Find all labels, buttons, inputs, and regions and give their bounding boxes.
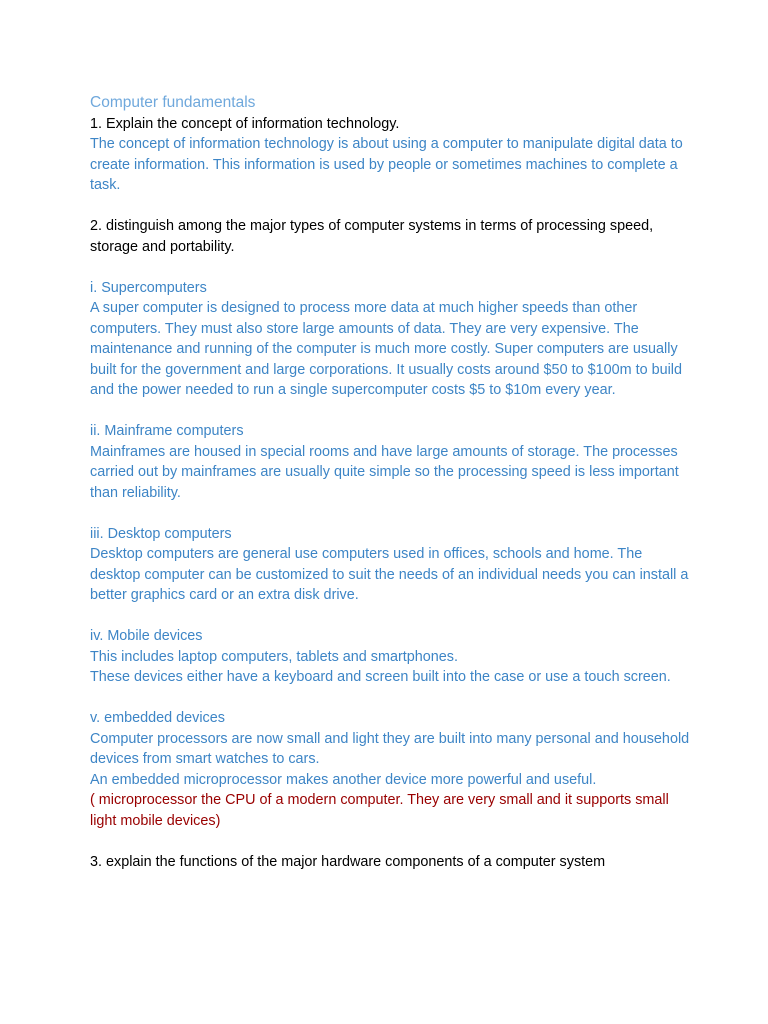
paragraph-gap — [90, 503, 690, 524]
question-2: 2. distinguish among the major types of computer systems in terms of processing speed, storage and portability. — [90, 218, 654, 255]
paragraph-gap — [90, 831, 690, 852]
document-body — [90, 93, 690, 872]
question-3: 3. explain the functions of the major hardware components of a computer system — [90, 853, 606, 870]
section-heading: v. embedded devices — [90, 710, 225, 726]
document-title: Computer fundamentals — [90, 94, 256, 111]
paragraph-gap — [90, 606, 690, 627]
section-paragraph: These devices either have a keyboard and screen built into the case or use a touch screen. — [90, 669, 671, 685]
section-supercomputers — [90, 278, 690, 401]
section-paragraph: A super computer is designed to process more data at much higher speeds than other computers. They must also store large amounts of data. They are very expensive. The maintenance and running of the computer is much more costly. Super computers are usually built for the government and large corporations. It usually costs around $50 to $100m to build and the power needed to run a single supercomputer costs $5 to $10m every year. — [90, 300, 682, 398]
question-1: 1. Explain the concept of information technology. — [90, 115, 400, 132]
section-note: ( microprocessor the CPU of a modern computer. They are very small and it supports small light mobile devices) — [90, 792, 669, 829]
section-heading: iii. Desktop computers — [90, 525, 232, 542]
section-embedded-devices — [90, 708, 690, 831]
section-paragraph: An embedded microprocessor makes another device more powerful and useful. — [90, 771, 597, 788]
paragraph-gap — [90, 196, 690, 217]
paragraph-gap — [90, 401, 690, 422]
section-heading: i. Supercomputers — [90, 279, 207, 296]
answer-1: The concept of information technology is about using a computer to manipulate digital data to create information. This information is used by people or sometimes machines to complete a task. — [90, 136, 683, 193]
section-heading: ii. Mainframe computers — [90, 423, 244, 439]
section-paragraph: Mainframes are housed in special rooms and have large amounts of storage. The processes carried out by mainframes are usually quite simple so the processing speed is less important than reliability. — [90, 443, 679, 501]
section-paragraph: Computer processors are now small and light they are built into many personal and household devices from smart watches to cars. — [90, 730, 690, 767]
paragraph-gap — [90, 257, 690, 278]
section-mainframe-computers — [90, 421, 690, 503]
section-paragraph: Desktop computers are general use computers used in offices, schools and home. The desktop computer can be customized to suit the needs of an individual needs you can install a better graphics card or an extra disk drive. — [90, 546, 689, 603]
section-heading: iv. Mobile devices — [90, 628, 203, 644]
section-paragraph: This includes laptop computers, tablets and smartphones. — [90, 648, 458, 665]
paragraph-gap — [90, 688, 690, 709]
section-mobile-devices — [90, 626, 690, 688]
section-desktop-computers — [90, 524, 690, 606]
